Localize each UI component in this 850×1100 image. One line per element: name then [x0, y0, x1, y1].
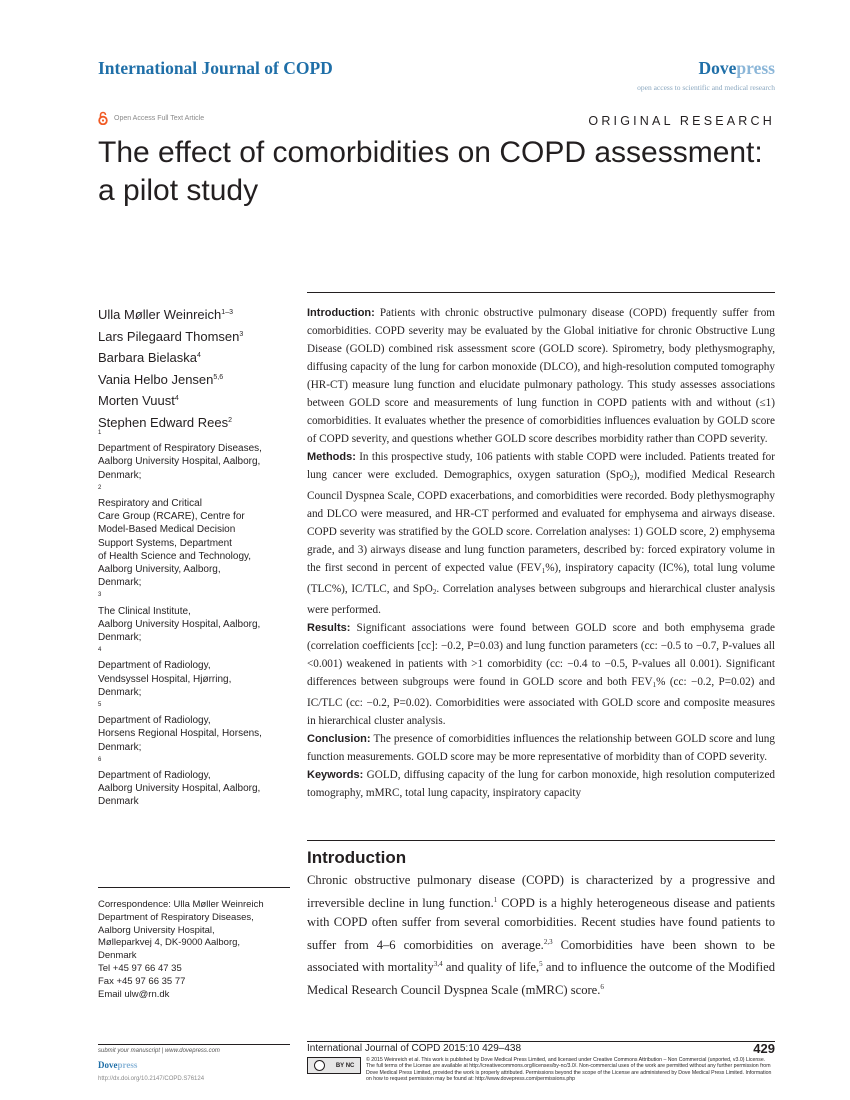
correspondence-tel: Tel +45 97 66 47 35	[98, 962, 182, 974]
publisher-tagline: open access to scientific and medical research	[637, 83, 775, 92]
publisher-logo-dark: Dove	[698, 58, 737, 78]
article-title-line1: The effect of comorbidities on COPD assessment:	[98, 136, 763, 169]
cc-icon	[314, 1060, 325, 1071]
abstract-methods: Methods: In this prospective study, 106 patients with stable COPD were included. Patients treated for lung cancer were excluded. Demographics, oxygen saturation (SpO$_2$), modified Medical Research Council Dyspnea Scale, COPD exacerbations, and comorbidities were recorded. Body plethysmography and DLCO were measured, and HR-CT performed and evaluated for emphysema and airways disease. COPD severity was stratified by the GOLD score. Correlation analyses: 1) GOLD score, 2) emphysema grade, and 3) airways disease and lung function parameters, described by: forced expiratory volume in the first second in percent of expected value $(FEV_1\%)$, inspiratory capacity (IC%), total lung volume (TLC%), IC/TLC, and SpO$_2$. Correlation analyses between subgroups and hierarchical cluster analysis were performed.	[307, 451, 775, 616]
author: Vania Helbo Jensen$^{5,6}$	[98, 371, 224, 387]
affiliation-line: Denmark; $^5$ Department of Radiology,	[98, 686, 211, 727]
open-access-label	[98, 111, 204, 125]
abstract-conclusion: Conclusion: The presence of comorbidities influences the relationship between GOLD score and lung function measurements. GOLD score may be more representative of morbidity than of COPD severity.	[307, 733, 775, 763]
affiliation-line: Support Systems, Department	[98, 537, 232, 549]
affiliation-line: Horsens Regional Hospital, Horsens,	[98, 728, 262, 740]
open-access-lock-icon	[98, 111, 108, 125]
correspondence-line: Mølleparkvej 4, DK-9000 Aalborg,	[98, 937, 241, 949]
affiliation-line: Care Group (RCARE), Centre for	[98, 511, 245, 523]
affiliation-line: Denmark	[98, 796, 139, 808]
correspondence-divider	[98, 887, 290, 888]
affiliation-line: Aalborg University Hospital, Aalborg,	[98, 456, 261, 468]
submit-manuscript-link[interactable]: submit your manuscript | www.dovepress.com	[98, 1048, 220, 1054]
doi-link[interactable]: http://dx.doi.org/10.2147/COPD.S76124	[98, 1076, 205, 1082]
author-list	[98, 303, 288, 433]
license-text: © 2015 Weinreich et al. This work is published by Dove Medical Press Limited, and licensed under Creative Commons Attribution – Non Commercial (unported, v3.0) License. The full terms of the License are available at http://creativecommons.org/licenses/by-nc/3.0/. Non-commercial uses of the work are permitted without any further permission from Dove Medical Press Limited, provided the work is properly attributed. Permissions beyond the scope of the License are administered by Dove Medical Press Limited. Information on how to request permission may be found at: http://www.dovepress.com/permissions.php	[366, 1057, 772, 1083]
affiliation-line: $^1$ Department of Respiratory Diseases,	[98, 430, 262, 455]
author: Lars Pilegaard Thomsen$^3$	[98, 328, 244, 344]
affiliation-line: Aalborg University Hospital, Aalborg,	[98, 618, 261, 630]
affiliation-line: Model-Based Medical Decision	[98, 524, 236, 536]
introduction-body: Chronic obstructive pulmonary disease (COPD) is characterized by a progressive and irreversible decline in lung function.$^1$ COPD is a highly heterogeneous disease and patients with COPD often suffer from several comorbidities. Recent studies have found patients to suffer from 4–6 comorbidities on average.$^{2,3}$ Comorbidities have been shown to be associated with mortality$^{3,4}$ and quality of life,$^5$ and to influence the outcome of the Modified Medical Research Council Dyspnea Scale (mMRC) score.$^6$	[307, 873, 776, 997]
author: Ulla Møller Weinreich$^{1-3}$	[98, 307, 233, 322]
correspondence-block	[98, 899, 290, 1001]
affiliations	[98, 427, 290, 809]
article-title-line2: a pilot study	[98, 174, 259, 207]
correspondence-email[interactable]: Email ulw@rn.dk	[98, 988, 170, 1000]
footer-left-divider	[98, 1044, 290, 1045]
affiliation-line: Aalborg University, Aalborg,	[98, 564, 221, 576]
footer-left	[98, 1044, 290, 1082]
affiliation-line: Vendsyssel Hospital, Hjørring,	[98, 673, 232, 685]
correspondence-fax: Fax +45 97 66 35 77	[98, 975, 186, 987]
introduction-heading: Introduction	[307, 848, 407, 867]
journal-title: International Journal of COPD	[98, 58, 333, 78]
journal-citation: International Journal of COPD 2015:10 429–438	[307, 1043, 522, 1054]
publisher-logo-light: press	[736, 58, 775, 78]
correspondence-line: Correspondence: Ulla Møller Weinreich	[98, 899, 264, 910]
affiliation-line: of Health Science and Technology,	[98, 550, 252, 562]
license-badge-label: BY NC	[335, 1062, 355, 1069]
footer-publisher-logo[interactable]: Dovepress	[98, 1060, 138, 1070]
author: Stephen Edward Rees$^2$	[98, 414, 232, 430]
abstract-keywords: Keywords: GOLD, diffusing capacity of the lung for carbon monoxide, high resolution computerized tomography, mMRC, total lung capacity, inspiratory capacity	[307, 769, 775, 799]
correspondence-line: Department of Respiratory Diseases,	[98, 911, 254, 923]
author: Morten Vuust$^4$	[98, 393, 179, 409]
open-access-text: Open Access Full Text Article	[114, 114, 205, 122]
affiliation-line: Denmark; $^3$ The Clinical Institute,	[98, 577, 191, 617]
page-number: 429	[753, 1041, 775, 1056]
article-title	[98, 134, 798, 210]
affiliation-line: Denmark; $^4$ Department of Radiology,	[98, 632, 211, 672]
footer-divider	[307, 1041, 775, 1042]
article-type: ORIGINAL RESEARCH	[588, 114, 775, 128]
author: Barbara Bielaska$^4$	[98, 350, 201, 366]
correspondence-line: Aalborg University Hospital,	[98, 924, 215, 936]
abstract	[307, 304, 775, 802]
affiliation-line: Denmark; $^6$ Department of Radiology,	[98, 741, 211, 782]
affiliation-line: Denmark; $^2$ Respiratory and Critical	[98, 469, 202, 510]
creative-commons-badge[interactable]	[307, 1057, 361, 1074]
correspondence-line: Denmark	[98, 950, 137, 962]
abstract-introduction: Introduction: Patients with chronic obstructive pulmonary disease (COPD) frequently suffer from comorbidities. COPD severity may be evaluated by the Global initiative for chronic Obstructive Lung Disease (GOLD) combined risk assessment score (GOLD score). Spirometry, body plethysmography, diffusing capacity of the lung for carbon monoxide (DLCO), and high-resolution computed tomography (HR-CT) measure lung function and elucidate pulmonary pathology. This study assesses associations between GOLD score and measurements of lung function in COPD patients with and without (≤1) comorbidities. It evaluates whether the presence of comorbidities influences evaluation by GOLD score of COPD severity, and questions whether GOLD score describes morbidity rather than COPD severity.	[307, 307, 776, 445]
affiliation-line: Aalborg University Hospital, Aalborg,	[98, 783, 261, 795]
publisher-logo[interactable]	[699, 58, 775, 79]
abstract-bottom-divider	[307, 840, 775, 841]
abstract-top-divider	[307, 292, 775, 293]
abstract-results: Results: Significant associations were found between GOLD score and both emphysema grade (correlation coefficients [cc]: −0.2, P=0.03) and lung function parameters (cc: −0.5 to −0.7, P-values all <0.001) weakened in patients with >1 comorbidity (cc: −0.4 to −0.5, P-values all 0.001). Significant differences between subgroups were found in GOLD score and both $FEV_1\%$ (cc: −0.2, P=0.02) and IC/TLC (cc: −0.2, P=0.02). Comorbidities were associated with GOLD score and composite measures in hierarchical cluster analysis.	[307, 622, 776, 727]
